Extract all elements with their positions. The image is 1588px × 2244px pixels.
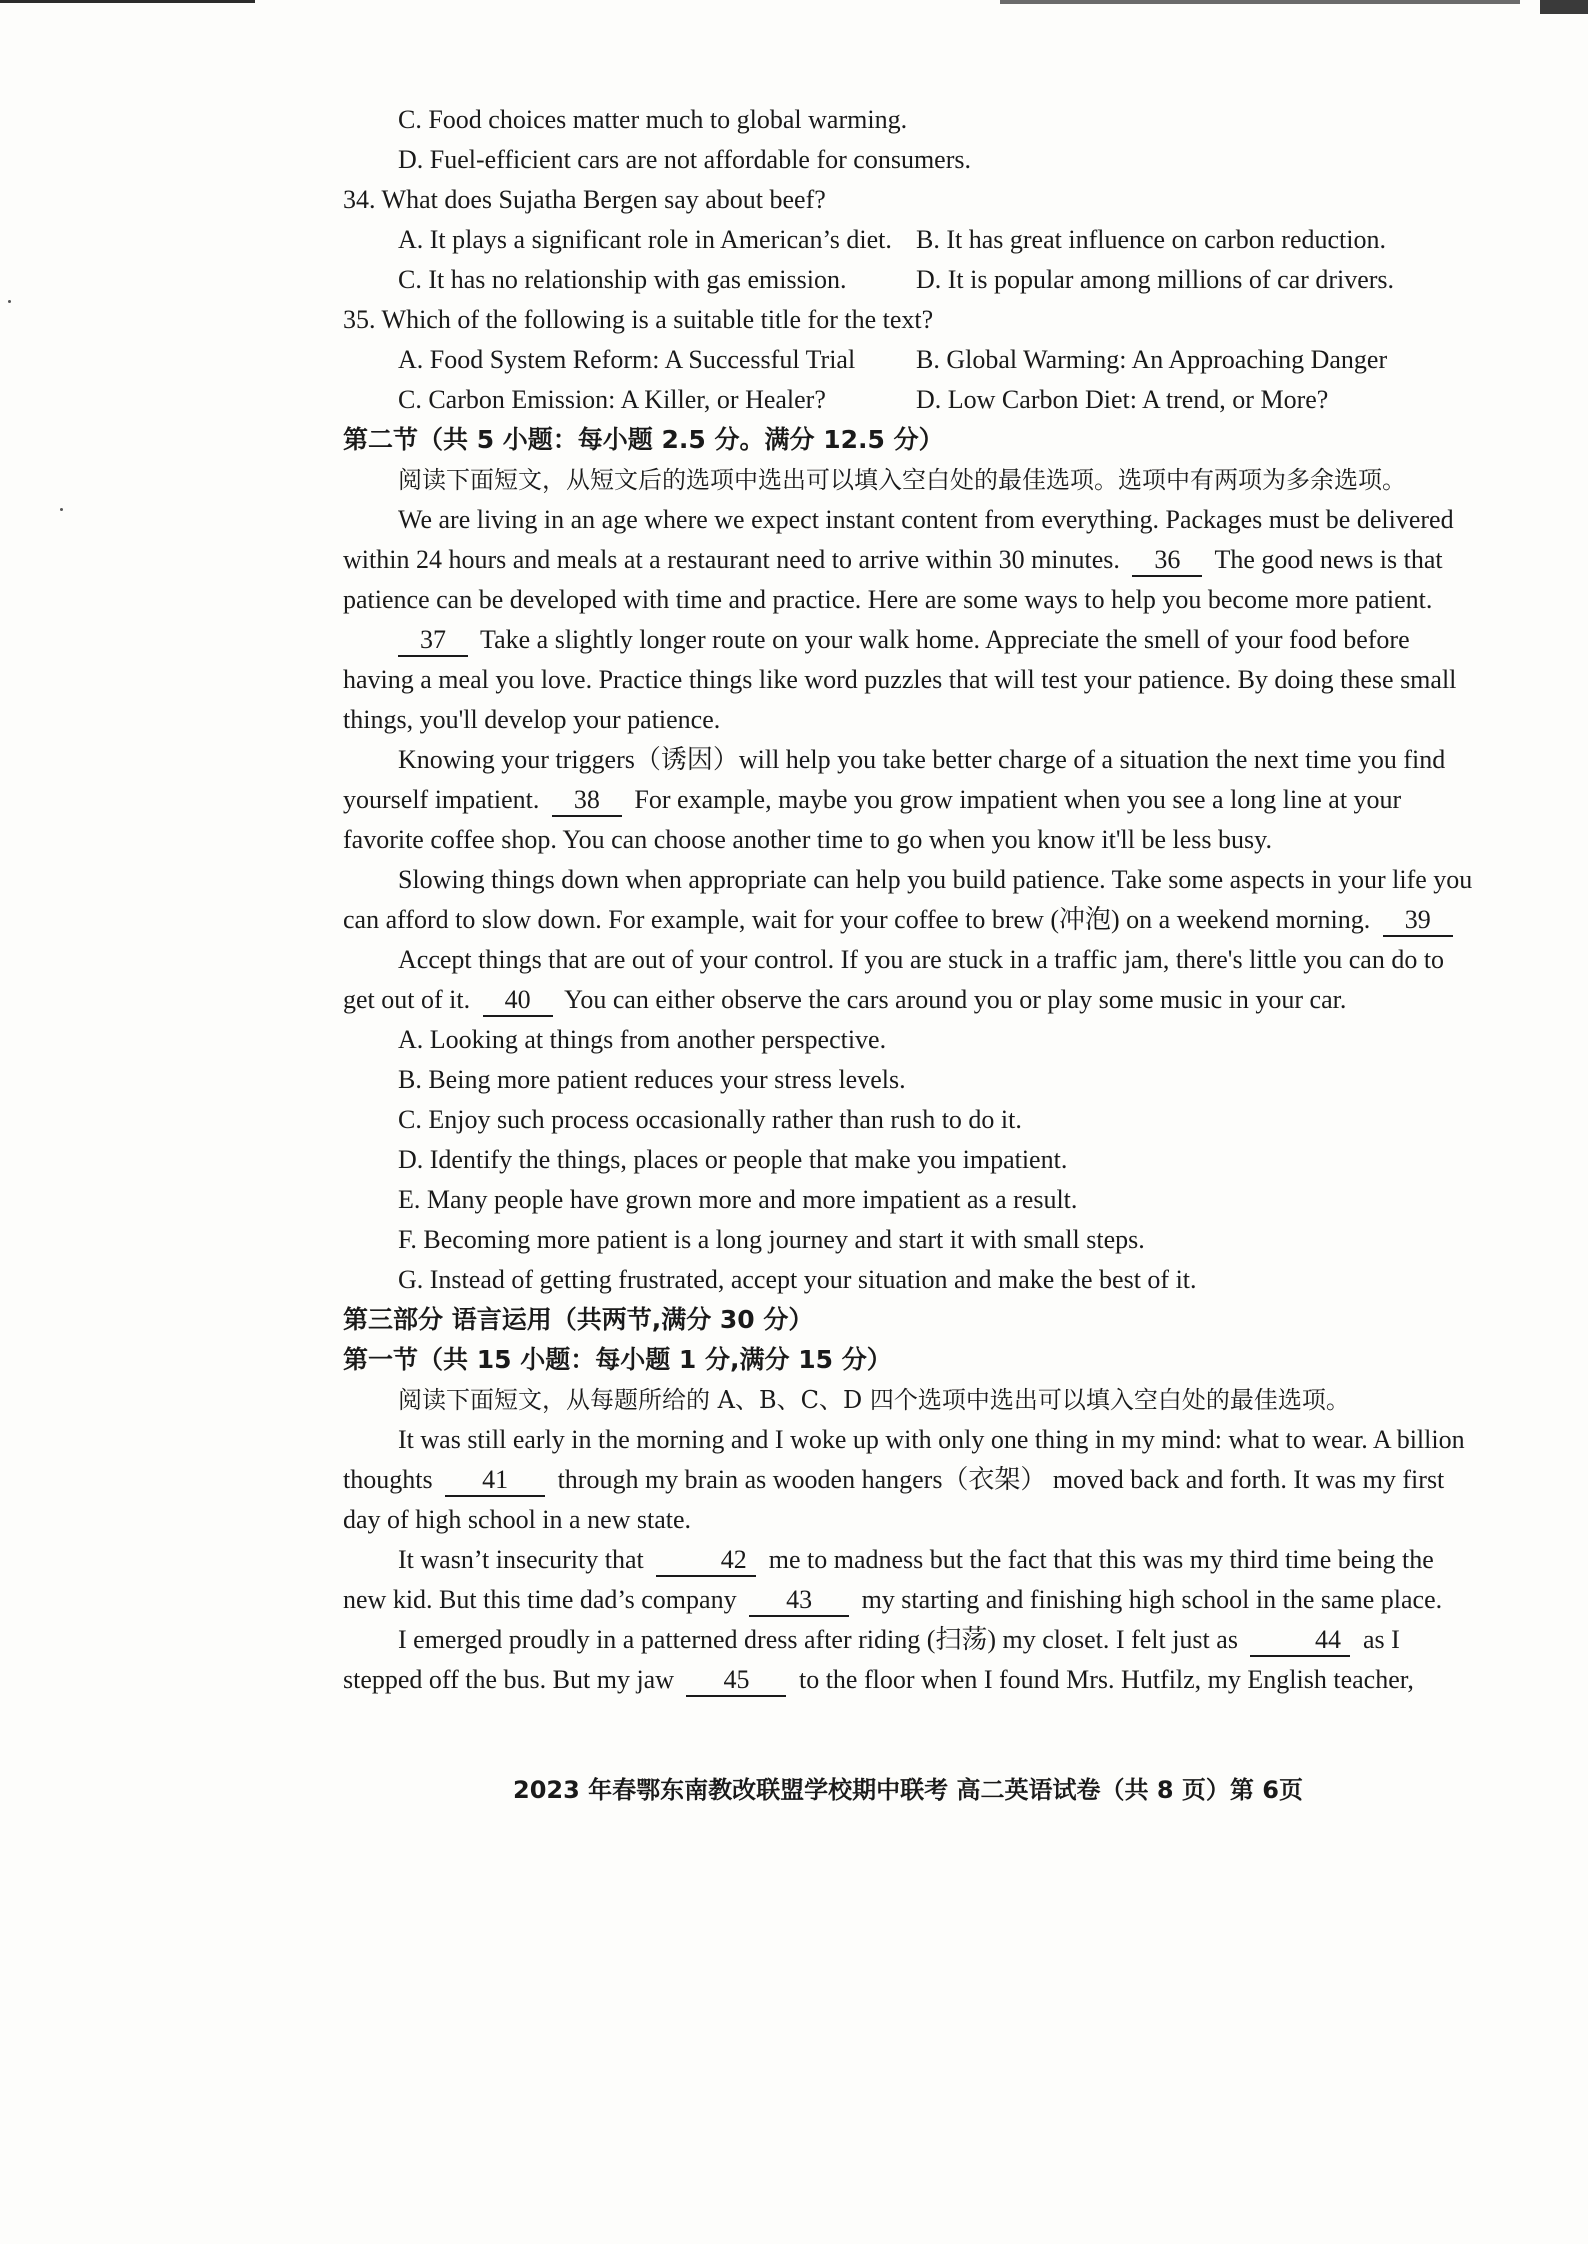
scan-edge-mark [1000, 0, 1520, 4]
passage-line: We are living in an age where we expect instant content from everything. Packages must be delivered [398, 505, 1454, 534]
part-3-instruction: 阅读下面短文，从每题所给的 A、B、C、D 四个选项中选出可以填入空白处的最佳选项。 [398, 1386, 1350, 1414]
scan-edge-mark [0, 0, 255, 3]
passage-line [343, 1540, 1473, 1580]
blank-37: 37 [398, 625, 468, 657]
scan-speck [8, 300, 11, 303]
part-3-section-1-heading: 第一节（共 15 小题：每小题 1 分,满分 15 分） [343, 1345, 892, 1374]
question-35-option-c: C. Carbon Emission: A Killer, or Healer? [398, 385, 826, 414]
page-content [343, 100, 1473, 1700]
question-35-option-b: B. Global Warming: An Approaching Danger [916, 345, 1388, 374]
passage-text: thoughts [343, 1465, 433, 1494]
part-3-heading: 第三部分 语言运用（共两节,满分 30 分） [343, 1305, 814, 1334]
question-34-option-c: C. It has no relationship with gas emission. [398, 265, 847, 294]
blank-40: 40 [483, 985, 553, 1017]
passage-text: can afford to slow down. For example, wait for your coffee to brew (冲泡) on a weekend morning. [343, 905, 1371, 934]
passage-line [343, 1460, 1473, 1500]
section-2-option-a: A. Looking at things from another perspective. [398, 1025, 887, 1054]
passage-text: For example, maybe you grow impatient when you see a long line at your [634, 785, 1402, 814]
passage-text: within 24 hours and meals at a restaurant need to arrive within 30 minutes. [343, 545, 1120, 574]
passage-text: to the floor when I found Mrs. Hutfilz, my English teacher, [798, 1665, 1414, 1694]
passage-line [343, 540, 1473, 580]
scan-speck [60, 508, 63, 511]
section-2-instruction: 阅读下面短文，从短文后的选项中选出可以填入空白处的最佳选项。选项中有两项为多余选项。 [398, 466, 1406, 494]
passage-line: patience can be developed with time and practice. Here are some ways to help you become more patient. [343, 585, 1433, 614]
passage-text: get out of it. [343, 985, 471, 1014]
passage-line: Accept things that are out of your control. If you are stuck in a traffic jam, there's little you can do to [398, 945, 1445, 974]
question-35-option-d: D. Low Carbon Diet: A trend, or More? [916, 385, 1329, 414]
passage-text: yourself impatient. [343, 785, 540, 814]
blank-42: 42 [656, 1545, 756, 1577]
section-2-option-b: B. Being more patient reduces your stress levels. [398, 1065, 906, 1094]
section-2-option-c: C. Enjoy such process occasionally rather than rush to do it. [398, 1105, 1022, 1134]
section-2-option-f: F. Becoming more patient is a long journey and start it with small steps. [398, 1225, 1145, 1254]
blank-43: 43 [749, 1585, 849, 1617]
passage-text: The good news is that [1214, 545, 1443, 574]
blank-44: 44 [1250, 1625, 1350, 1657]
passage-line [343, 1580, 1473, 1620]
question-34-option-b: B. It has great influence on carbon reduction. [916, 225, 1386, 254]
passage-text: You can either observe the cars around you or play some music in your car. [564, 985, 1347, 1014]
question-33-option-d: D. Fuel-efficient cars are not affordable for consumers. [398, 145, 971, 174]
passage-text: me to madness but the fact that this was my third time being the [768, 1545, 1434, 1574]
passage-text: stepped off the bus. But my jaw [343, 1665, 674, 1694]
question-35-option-a: A. Food System Reform: A Successful Trial [398, 345, 856, 374]
passage-line: things, you'll develop your patience. [343, 705, 721, 734]
question-34-options-row-1 [343, 220, 1473, 260]
blank-36: 36 [1132, 545, 1202, 577]
passage-line: favorite coffee shop. You can choose another time to go when you know it'll be less busy. [343, 825, 1272, 854]
question-35-options-row-2 [343, 380, 1473, 420]
passage-text: through my brain as wooden hangers（衣架） moved back and forth. It was my first [557, 1465, 1445, 1494]
blank-45: 45 [686, 1665, 786, 1697]
passage-line: Slowing things down when appropriate can help you build patience. Take some aspects in your life you [398, 865, 1473, 894]
passage-text: I emerged proudly in a patterned dress after riding (扫荡) my closet. I felt just as [398, 1625, 1238, 1654]
passage-line: Knowing your triggers（诱因）will help you take better charge of a situation the next time you find [398, 745, 1446, 774]
passage-line: having a meal you love. Practice things like word puzzles that will test your patience. By doing these small [343, 665, 1457, 694]
section-2-option-g: G. Instead of getting frustrated, accept your situation and make the best of it. [398, 1265, 1197, 1294]
passage-line [343, 900, 1473, 940]
question-34-options-row-2 [343, 260, 1473, 300]
question-35: 35. Which of the following is a suitable title for the text? [343, 305, 934, 334]
question-34-option-a: A. It plays a significant role in American’s diet. [398, 225, 892, 254]
passage-text: as I [1362, 1625, 1400, 1654]
passage-line [343, 780, 1473, 820]
passage-text: new kid. But this time dad’s company [343, 1585, 737, 1614]
passage-text: Take a slightly longer route on your walk home. Appreciate the smell of your food before [480, 625, 1410, 654]
passage-line [343, 980, 1473, 1020]
passage-text: It wasn’t insecurity that [398, 1545, 644, 1574]
passage-line: It was still early in the morning and I woke up with only one thing in my mind: what to wear. A billion [398, 1425, 1465, 1454]
passage-text: my starting and finishing high school in the same place. [861, 1585, 1443, 1614]
blank-39: 39 [1383, 905, 1453, 937]
scan-corner-mark [1540, 0, 1588, 14]
section-2-option-d: D. Identify the things, places or people that make you impatient. [398, 1145, 1068, 1174]
passage-line [343, 1620, 1473, 1660]
passage-line: day of high school in a new state. [343, 1505, 692, 1534]
blank-41: 41 [445, 1465, 545, 1497]
question-35-options-row-1 [343, 340, 1473, 380]
section-2-heading: 第二节（共 5 小题：每小题 2.5 分。满分 12.5 分） [343, 425, 944, 454]
page-footer: 2023 年春鄂东南教改联盟学校期中联考 高二英语试卷（共 8 页）第 6页 [513, 1776, 1303, 1804]
blank-38: 38 [552, 785, 622, 817]
question-33-option-c: C. Food choices matter much to global warming. [398, 105, 908, 134]
section-2-option-e: E. Many people have grown more and more impatient as a result. [398, 1185, 1078, 1214]
passage-line [343, 1660, 1473, 1700]
question-34-option-d: D. It is popular among millions of car drivers. [916, 265, 1395, 294]
passage-line [343, 620, 1473, 660]
question-34: 34. What does Sujatha Bergen say about beef? [343, 185, 826, 214]
